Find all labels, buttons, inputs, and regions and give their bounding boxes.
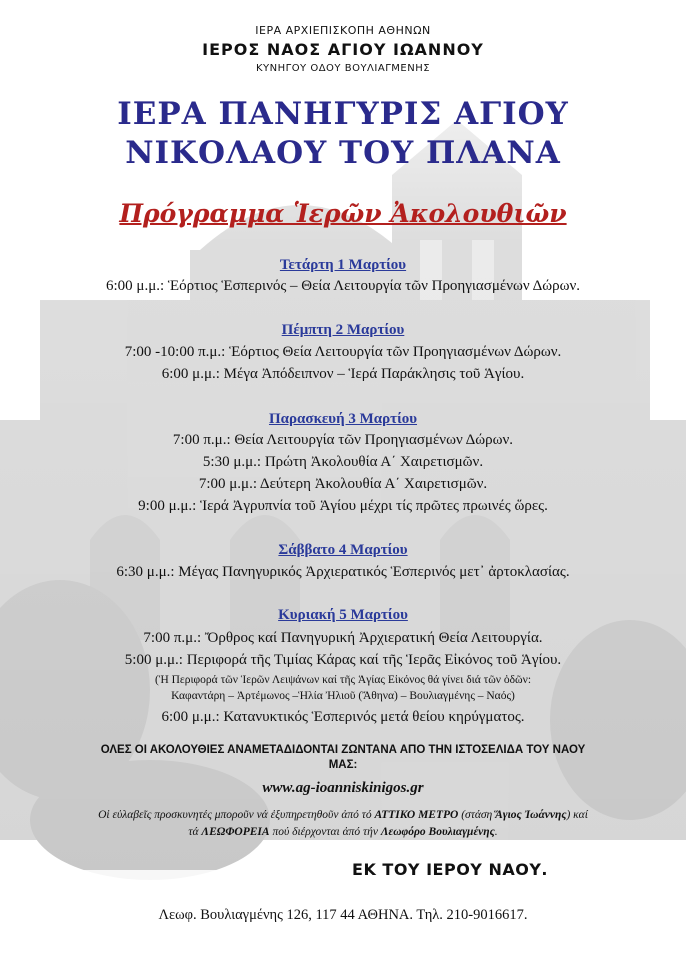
transport-info-line-2 (0, 826, 686, 838)
transport-text: (στάση (461, 809, 493, 821)
service-line: 7:00 -10:00 π.μ.: Ἑόρτιος Θεία Λειτουργία τῶν Προηγιασμένων Δώρων. (124, 344, 562, 360)
service-line: 7:00 π.μ.: Ὄρθρος καί Πανηγυρική Ἀρχιερατική Θεία Λειτουργία. (143, 630, 543, 646)
service-line: 6:30 μ.μ.: Μέγας Πανηγυρικός Ἀρχιερατικός Ἑσπερινός μετ᾽ ἀρτοκλασίας. (116, 564, 570, 580)
church-name: ΙΕΡΟΣ ΝΑΟΣ ΑΓΙΟΥ ΙΩΑΝΝΟΥ (202, 40, 484, 59)
transport-text: ) καί (566, 809, 588, 821)
bus-label: ΛΕΩΦΟΡΕΙΑ (201, 826, 270, 838)
day-heading: Κυριακή 5 Μαρτίου (278, 607, 408, 623)
service-line: 5:30 μ.μ.: Πρώτη Ἀκολουθία Α΄ Χαιρετισμῶν. (202, 454, 484, 470)
transport-text: . (494, 826, 498, 838)
day-heading: Πέμπτη 2 Μαρτίου (281, 322, 405, 338)
day-heading: Σάββατο 4 Μαρτίου (278, 542, 408, 558)
metro-station: Ἅγιος Ἰωάννης (495, 809, 567, 821)
live-broadcast-note: ΟΛΕΣ ΟΙ ΑΚΟΛΟΥΘΙΕΣ ΑΝΑΜΕΤΑΔΙΔΟΝΤΑΙ ΖΩΝΤΑΝΑ ΑΠΟ ΤΗΝ ΙΣΤΟΣΕΛΙΔΑ ΤΟΥ ΝΑΟΥ (100, 744, 586, 756)
live-broadcast-note-end: ΜΑΣ: (328, 759, 358, 771)
service-line: 6:00 μ.μ.: Ἑόρτιος Ἑσπερινός – Θεία Λειτουργία τῶν Προηγιασμένων Δώρων. (106, 278, 580, 294)
transport-text: τά (188, 826, 199, 838)
footer-address: Λεωφ. Βουλιαγμένης 126, 117 44 ΑΘΗΝΑ. Τηλ. 210-9016617. (158, 907, 528, 923)
transport-info-line-1 (0, 809, 686, 821)
archdiocese-header: ΙΕΡΑ ΑΡΧΙΕΠΙΣΚΟΠΗ ΑΘΗΝΩΝ (255, 24, 431, 37)
signature: ΕΚ ΤΟΥ ΙΕΡΟΥ ΝΑΟΥ. (352, 860, 548, 879)
program-subtitle: Πρόγραμμα Ἱερῶν Ἀκολουθιῶν (119, 199, 567, 228)
service-line: 9:00 μ.μ.: Ἱερά Ἀγρυπνία τοῦ Ἁγίου μέχρι τίς πρῶτες πρωινές ὥρες. (138, 498, 548, 514)
service-line: 7:00 μ.μ.: Δεύτερη Ἀκολουθία Α΄ Χαιρετισμῶν. (198, 476, 488, 492)
procession-route-streets: Καφαντάρη – Ἀρτέμωνος –Ἡλία Ἠλιοῦ (Ἄθηνα) – Βουλιαγμένης – Ναός) (171, 690, 515, 702)
website-link[interactable]: www.ag-ioanniskinigos.gr (262, 780, 424, 796)
service-line: 6:00 μ.μ.: Μέγα Ἀπόδειπνον – Ἱερά Παράκλησις τοῦ Ἁγίου. (161, 366, 525, 382)
day-heading: Τετάρτη 1 Μαρτίου (279, 257, 407, 273)
title-line-1: ΙΕΡΑ ΠΑΝΗΓΥΡΙΣ ΑΓΙΟΥ (117, 96, 569, 132)
service-line: 5:00 μ.μ.: Περιφορά τῆς Τιμίας Κάρας καί τῆς Ἱερᾶς Εἰκόνος τοῦ Ἁγίου. (124, 652, 562, 668)
day-heading: Παρασκευή 3 Μαρτίου (268, 411, 418, 427)
service-line: 6:00 μ.μ.: Κατανυκτικός Ἑσπερινός μετά θείου κηρύγματος. (161, 709, 525, 725)
metro-label: ΑΤΤΙΚΟ ΜΕΤΡΟ (374, 809, 459, 821)
title-line-2: ΝΙΚΟΛΑΟΥ ΤΟΥ ΠΛΑΝΑ (125, 135, 561, 171)
church-address-line: ΚΥΝΗΓΟΥ ΟΔΟΥ ΒΟΥΛΙΑΓΜΕΝΗΣ (255, 63, 431, 74)
transport-text: πού διέρχονται ἀπό τήν (272, 826, 378, 838)
procession-route-note: (Ἡ Περιφορά τῶν Ἱερῶν Λειψάνων καί τῆς Ἁγίας Εἰκόνος θά γίνει διά τῶν ὁδῶν: (154, 674, 532, 686)
service-line: 7:00 π.μ.: Θεία Λειτουργία τῶν Προηγιασμένων Δώρων. (172, 432, 514, 448)
avenue-name: Λεωφόρο Βουλιαγμένης (380, 826, 495, 838)
transport-text: Οἱ εὐλαβεῖς προσκυνητές μποροῦν νά ἐξυπηρετηθοῦν ἀπό τό (98, 809, 372, 821)
